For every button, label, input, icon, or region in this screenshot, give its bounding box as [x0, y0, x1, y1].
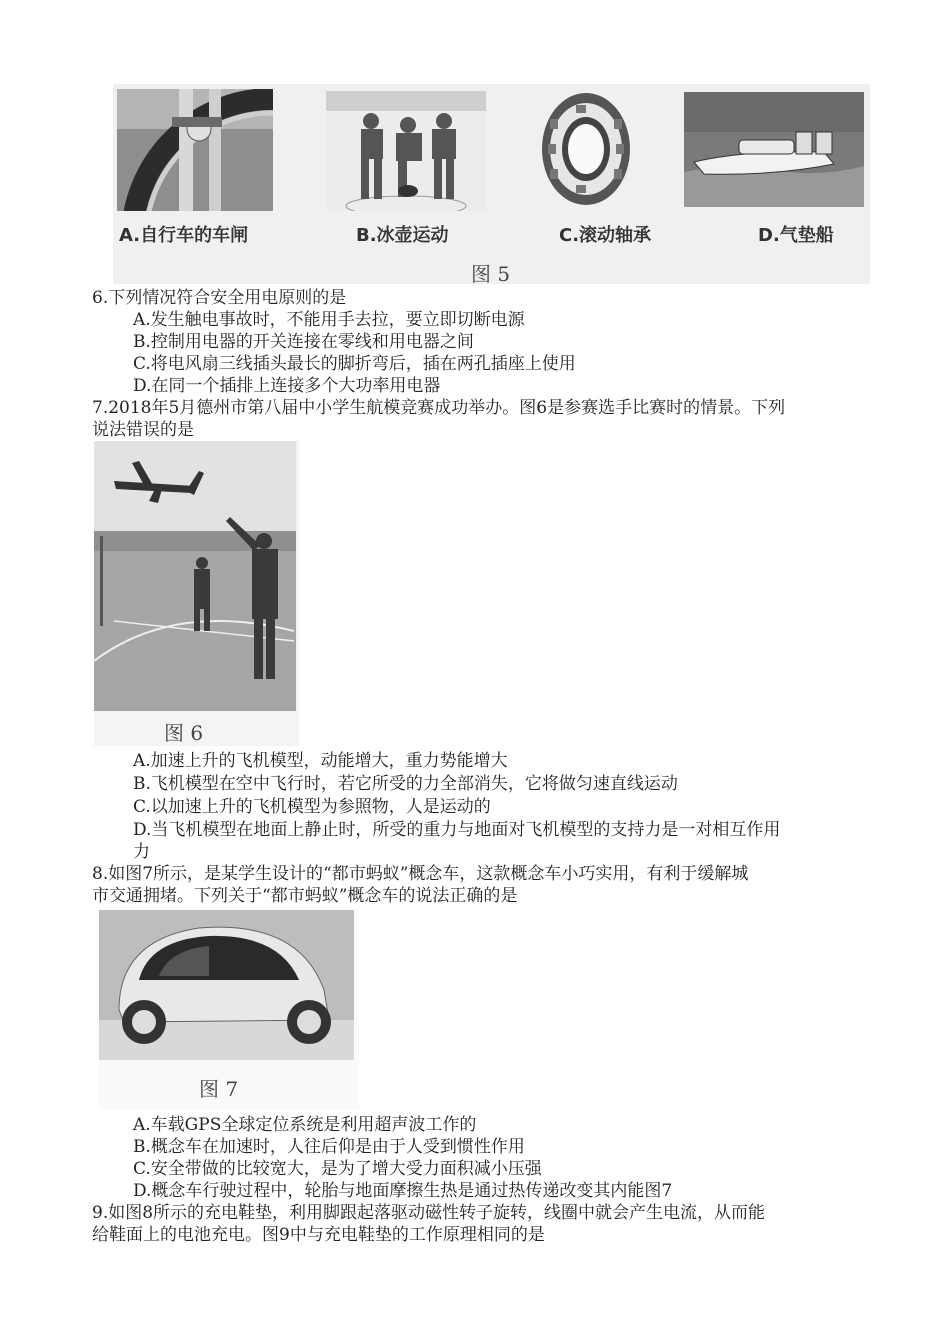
question-6-option-b: B.控制用电器的开关连接在零线和用电器之间	[133, 332, 474, 352]
city-ant-concept-car-photo	[99, 910, 354, 1060]
model-airplane-photo	[94, 441, 296, 711]
curling-image	[326, 91, 486, 211]
question-7-option-a: A.加速上升的飞机模型，动能增大，重力势能增大	[133, 751, 508, 771]
figure-5-caption-b: B.冰壶运动	[356, 225, 449, 246]
figure-5-caption-a: A.自行车的车闸	[119, 225, 249, 246]
question-7-option-b: B.飞机模型在空中飞行时，若它所受的力全部消失，它将做匀速直线运动	[133, 774, 678, 794]
figure-5-label: 图 5	[471, 262, 511, 286]
question-6-stem: 6.下列情况符合安全用电原则的是	[92, 288, 347, 308]
question-7-stem-line-1: 7.2018年5月德州市第八届中小学生航模竞赛成功举办。图6是参赛选手比赛时的情景。下列	[92, 398, 786, 418]
question-8-stem-line-2: 市交通拥堵。下列关于“都市蚂蚁”概念车的说法正确的是	[92, 886, 518, 906]
figure-5	[113, 84, 870, 284]
question-8-option-b: B.概念车在加速时，人往后仰是由于人受到惯性作用	[133, 1137, 525, 1157]
figure-5-caption-d: D.气垫船	[758, 225, 834, 246]
figure-7	[99, 910, 359, 1110]
question-6-option-a: A.发生触电事故时，不能用手去拉，要立即切断电源	[133, 310, 525, 330]
question-8-option-d: D.概念车行驶过程中，轮胎与地面摩擦生热是通过热传递改变其内能图7	[133, 1181, 673, 1201]
figure-6	[94, 441, 299, 746]
figure-7-label: 图 7	[199, 1077, 239, 1101]
rolling-bearing-image	[536, 89, 636, 209]
figure-5-caption-c: C.滚动轴承	[559, 225, 652, 246]
question-6-option-d: D.在同一个插排上连接多个大功率用电器	[133, 376, 441, 396]
question-8-option-c: C.安全带做的比较宽大，是为了增大受力面积减小压强	[133, 1159, 542, 1179]
question-9-stem-line-1: 9.如图8所示的充电鞋垫，利用脚跟起落驱动磁性转子旋转，线圈中就会产生电流，从而能	[92, 1203, 766, 1223]
question-8-stem-line-1: 8.如图7所示，是某学生设计的“都市蚂蚁”概念车，这款概念车小巧实用，有利于缓解城	[92, 864, 749, 884]
question-7-option-d: D.当飞机模型在地面上静止时，所受的重力与地面对飞机模型的支持力是一对相互作用	[133, 820, 781, 840]
figure-6-label: 图 6	[164, 721, 204, 745]
question-7-option-c: C.以加速上升的飞机模型为参照物，人是运动的	[133, 797, 491, 817]
question-6-option-c: C.将电风扇三线插头最长的脚折弯后，插在两孔插座上使用	[133, 354, 576, 374]
question-7-stem-line-2: 说法错误的是	[92, 420, 194, 440]
question-8-option-a: A.车载GPS全球定位系统是利用超声波工作的	[133, 1115, 477, 1135]
hovercraft-image	[684, 92, 864, 207]
question-9-stem-line-2: 给鞋面上的电池充电。图9中与充电鞋垫的工作原理相同的是	[92, 1225, 545, 1245]
bicycle-brake-image	[117, 89, 273, 211]
question-7-option-d-continued: 力	[133, 842, 150, 862]
